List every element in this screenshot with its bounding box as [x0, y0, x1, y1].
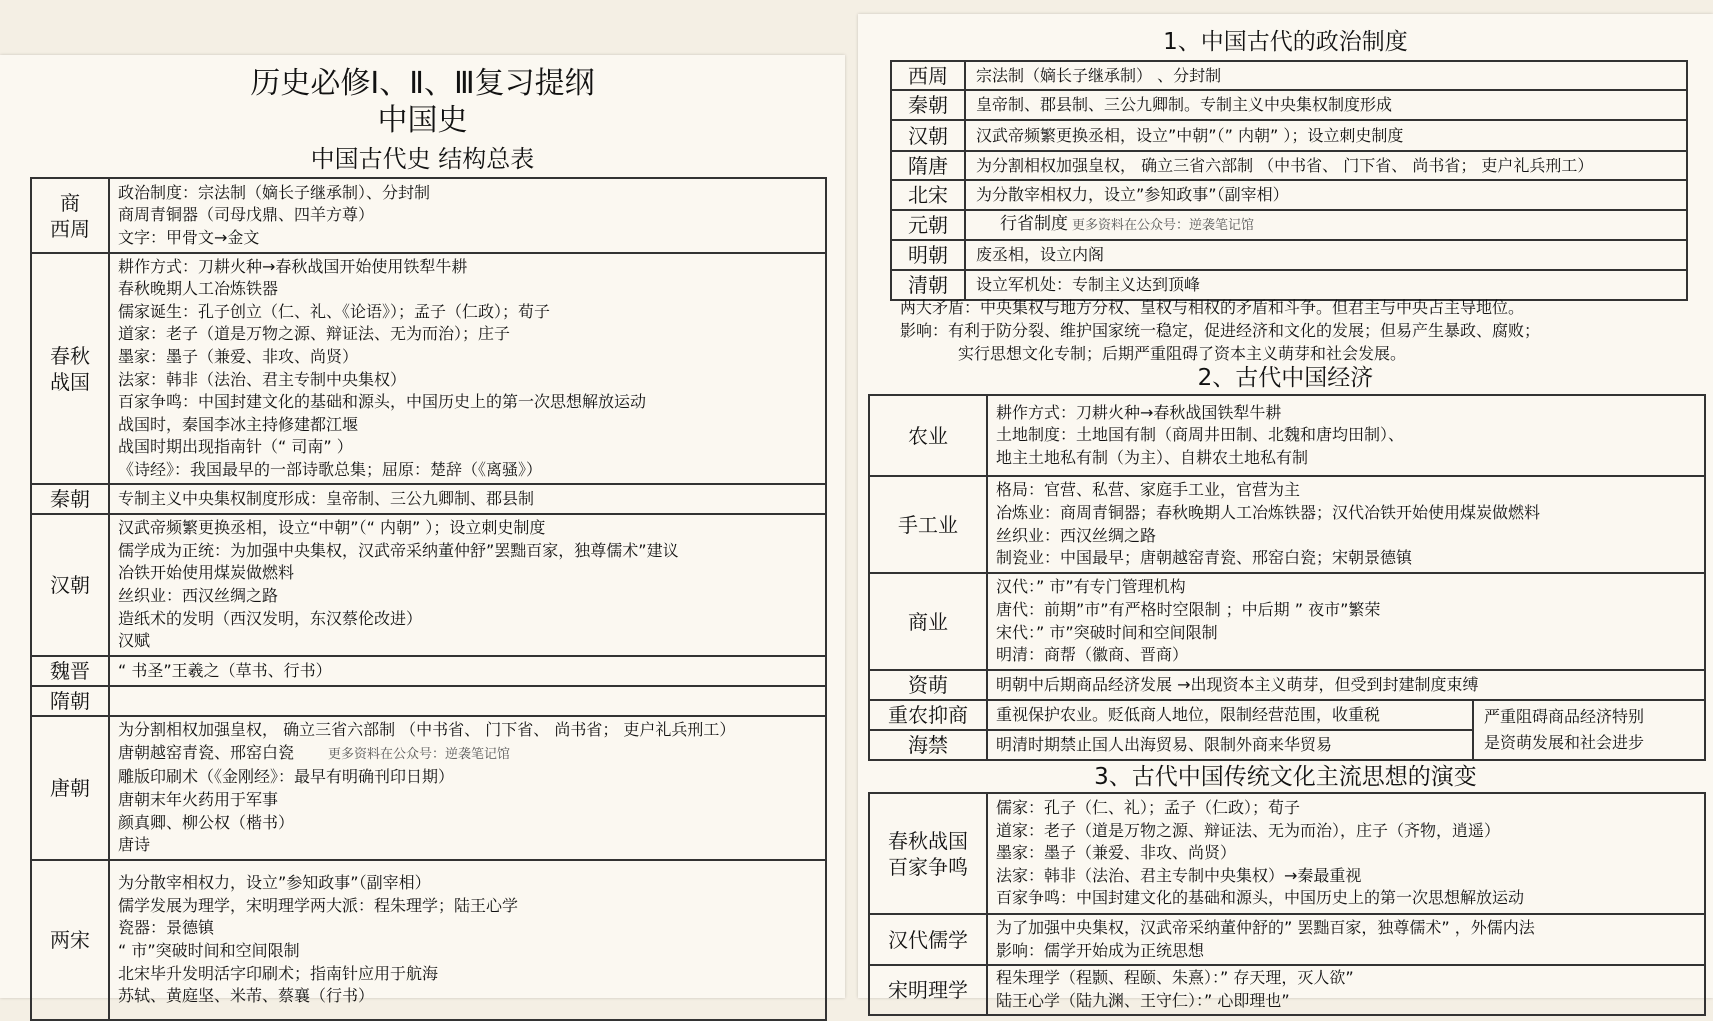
category-cell: 宋明理学	[869, 965, 987, 1015]
category-cell: 重农抑商	[869, 700, 987, 730]
table-row	[869, 573, 1705, 670]
heading-political-system: 1、中国古代的政治制度	[1163, 29, 1408, 55]
content-cell: 皇帝制、郡县制、三公九卿制。专制主义中央集权制度形成	[965, 90, 1687, 120]
table-row	[891, 90, 1687, 120]
era-cell: 唐朝	[31, 716, 109, 860]
category-cell: 商业	[869, 573, 987, 670]
left-page	[0, 55, 845, 1006]
heading-economy: 2、古代中国经济	[1197, 365, 1374, 391]
table-row	[869, 965, 1705, 1015]
content-cell: 政治制度：宗法制（嫡长子继承制）、分封制 商周青铜器（司母戊鼎、四羊方尊） 文字：甲骨文→金文	[109, 178, 826, 253]
right-page	[858, 14, 1713, 1010]
era-cell: 汉朝	[891, 120, 965, 151]
section-title: 中国古代史 结构总表	[310, 145, 535, 173]
content-cell: 宗法制（嫡长子继承制） 、分封制	[965, 61, 1687, 90]
content-cell: 耕作方式：刀耕火种→春秋战国铁犁牛耕 土地制度：土地国有制（商周井田制、北魏和唐均田制）、 地主土地私有制（为主）、自耕农土地私有制	[987, 395, 1705, 476]
era-cell: 隋朝	[31, 686, 109, 716]
era-cell: 隋唐	[891, 151, 965, 180]
watermark-text: 更多资料在公众号：逆袭笔记馆	[1072, 218, 1255, 233]
table-row	[31, 656, 826, 686]
table-row	[869, 670, 1705, 700]
table-row	[31, 484, 826, 514]
watermark-text: 更多资料在公众号：逆袭笔记馆	[328, 746, 511, 762]
category-cell: 资萌	[869, 670, 987, 700]
era-cell: 明朝	[891, 240, 965, 270]
era-cell: 清朝	[891, 270, 965, 300]
content-cell	[109, 686, 826, 716]
document-title: 历史必修Ⅰ、Ⅱ、Ⅲ复习提纲	[250, 66, 595, 101]
category-cell: 春秋战国 百家争鸣	[869, 793, 987, 914]
content-cell: 汉代：” 市”有专门管理机构 唐代：前期”市”有严格时空限制 ；中后期 ” 夜市”繁荣 宋代：” 市”突破时间和空间限制 明清：商帮（徽商、晋商）	[987, 573, 1705, 670]
influence-note-cont: 实行思想文化专制；后期严重阻碍了资本主义萌芽和社会发展。	[958, 344, 1407, 363]
table-row	[31, 716, 826, 860]
era-cell: 汉朝	[31, 514, 109, 656]
content-cell: 儒家：孔子（仁、礼）；孟子（仁政）；荀子 道家：老子（道是万物之源、辩证法、无为而治），庄子（齐物，逍遥） 墨家：墨子（兼爱、非攻、尚贤） 法家：韩非（法治、君主专制中央集权）→秦最重视 百家争鸣：中国封建文化的基础和源头，中国历史上的第一次思想解放运动	[987, 793, 1705, 914]
content-cell: “ 书圣”王羲之（草书、行书）	[109, 656, 826, 686]
era-cell: 两宋	[31, 860, 109, 1020]
era-cell: 商 西周	[31, 178, 109, 253]
era-cell: 秦朝	[891, 90, 965, 120]
content-cell: 汉武帝频繁更换丞相，设立“中朝”（“ 内朝” ）；设立刺史制度 儒学成为正统：为加强中央集权，汉武帝采纳董仲舒”罢黜百家，独尊儒术”建议 冶铁开始使用煤炭做燃料 丝织业：西汉丝绸之路 造纸术的发明（西汉发明，东汉蔡伦改进） 汉赋	[109, 514, 826, 656]
content-cell: 明清时期禁止国人出海贸易、限制外商来华贸易	[987, 730, 1473, 760]
era-cell: 西周	[891, 61, 965, 90]
table-row	[869, 476, 1705, 573]
content-cell: 为分散宰相权力，设立”参知政事”（副宰相） 儒学发展为理学，宋明理学两大派：程朱理学；陆王心学 瓷器：景德镇 “ 市”突破时间和空间限制 北宋毕升发明活字印刷术；指南针应用于航海 苏轼、黄庭坚、米芾、蔡襄（行书）	[109, 860, 826, 1020]
thought-table	[868, 792, 1706, 1016]
content-cell: 程朱理学（程颢、程颐、朱熹）：” 存天理，灭人欲” 陆王心学（陆九渊、王守仁）：” 心即理也”	[987, 965, 1705, 1015]
content-cell: 设立军机处：专制主义达到顶峰	[965, 270, 1687, 300]
table-row	[31, 253, 826, 484]
content-cell: 为了加强中央集权，汉武帝采纳董仲舒的” 罢黜百家，独尊儒术” ，外儒内法 影响：儒学开始成为正统思想	[987, 914, 1705, 965]
content-cell: 格局：官营、私营、家庭手工业，官营为主 冶炼业：商周青铜器；春秋晚期人工冶炼铁器；汉代冶铁开始使用煤炭做燃料 丝织业：西汉丝绸之路 制瓷业：中国最早；唐朝越窑青瓷、邢窑白瓷；宋朝景德镇	[987, 476, 1705, 573]
table-row	[891, 240, 1687, 270]
ancient-history-table	[30, 177, 827, 1021]
table-row	[869, 700, 1705, 730]
document-subtitle: 中国史	[377, 103, 468, 138]
era-cell: 北宋	[891, 180, 965, 210]
table-row	[891, 61, 1687, 90]
content-cell: 专制主义中央集权制度形成：皇帝制、三公九卿制、郡县制	[109, 484, 826, 514]
table-row	[31, 514, 826, 656]
era-cell: 秦朝	[31, 484, 109, 514]
content-cell: 汉武帝频繁更换丞相，设立”中朝”（” 内朝” ）；设立刺史制度	[965, 120, 1687, 151]
table-row	[31, 178, 826, 253]
table-row	[869, 793, 1705, 914]
category-cell: 汉代儒学	[869, 914, 987, 965]
table-row	[891, 210, 1687, 240]
content-cell: 废丞相，设立内阁	[965, 240, 1687, 270]
content-cell: 为分散宰相权力，设立”参知政事”（副宰相）	[965, 180, 1687, 210]
table-row	[891, 120, 1687, 151]
table-row	[891, 180, 1687, 210]
content-cell: 明朝中后期商品经济发展 →出现资本主义萌芽，但受到封建制度束缚	[987, 670, 1705, 700]
content-cell: 重视保护农业。贬低商人地位，限制经营范围，收重税	[987, 700, 1473, 730]
era-cell: 元朝	[891, 210, 965, 240]
table-row	[31, 686, 826, 716]
policy-impact-cell: 严重阻碍商品经济特别 是资萌发展和社会进步	[1473, 700, 1705, 760]
economy-table	[868, 394, 1706, 761]
table-row	[891, 151, 1687, 180]
content-cell: 耕作方式：刀耕火种→春秋战国开始使用铁犁牛耕 春秋晚期人工冶炼铁器 儒家诞生：孔子创立（仁、礼、《论语》）；孟子（仁政）；荀子 道家：老子（道是万物之源、辩证法、无为而治）；庄子 墨家：墨子（兼爱、非攻、尚贤） 法家：韩非（法治、君主专制中央集权） 百家争鸣：中国封建文化的基础和源头，中国历史上的第一次思想解放运动 战国时，秦国李冰主持修建都江堰 战国时期出现指南针（“ 司南” ） 《诗经》：我国最早的一部诗歌总集；屈原：楚辞（《离骚》）	[109, 253, 826, 484]
table-row	[31, 860, 826, 1020]
heading-thought: 3、古代中国传统文化主流思想的演变	[1094, 764, 1477, 790]
category-cell: 海禁	[869, 730, 987, 760]
table-row	[869, 395, 1705, 476]
content-cell: 行省制度 更多资料在公众号：逆袭笔记馆	[965, 210, 1687, 240]
category-cell: 农业	[869, 395, 987, 476]
influence-note: 影响：有利于防分裂、维护国家统一稳定，促进经济和文化的发展；但易产生暴政、腐败；	[900, 321, 1541, 340]
table-row	[869, 914, 1705, 965]
content-cell: 为分割相权加强皇权， 确立三省六部制 （中书省、 门下省、 尚书省； 吏户礼兵刑工）	[965, 151, 1687, 180]
content-cell: 为分割相权加强皇权， 确立三省六部制 （中书省、 门下省、 尚书省； 吏户礼兵刑工） 唐朝越窑青瓷、邢窑白瓷 更多资料在公众号：逆袭笔记馆 雕版印刷术（《金刚经》：最早有明确刊印日期） 唐朝末年火药用于军事 颜真卿、柳公权（楷书） 唐诗	[109, 716, 826, 860]
contradiction-note: 两大矛盾：中央集权与地方分权、皇权与相权的矛盾和斗争。但君主与中央占主导地位。	[900, 298, 1525, 317]
era-cell: 魏晋	[31, 656, 109, 686]
category-cell: 手工业	[869, 476, 987, 573]
political-system-table	[890, 60, 1688, 301]
era-cell: 春秋 战国	[31, 253, 109, 484]
